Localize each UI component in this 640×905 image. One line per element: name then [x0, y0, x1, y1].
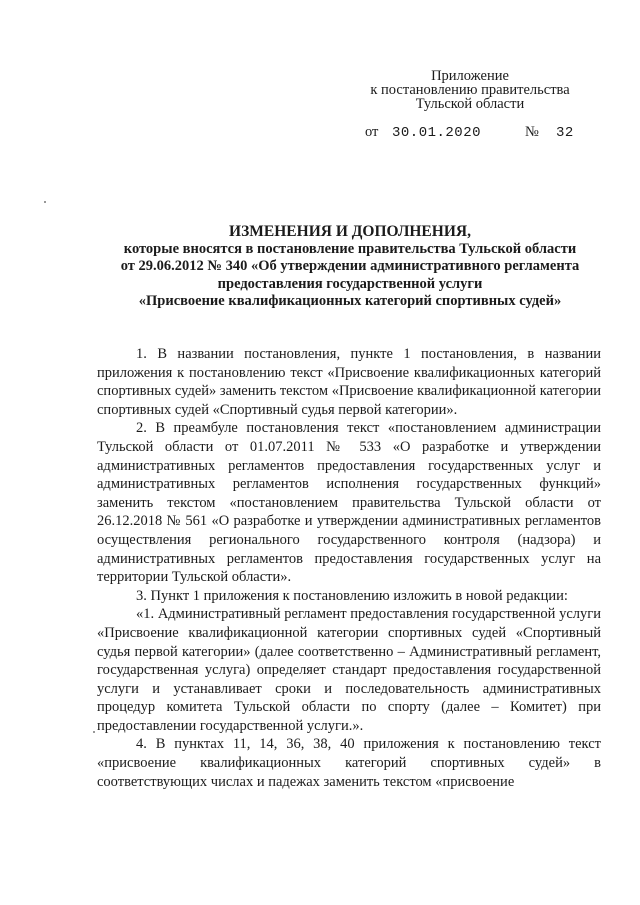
paragraph-4: 4. В пунктах 11, 14, 36, 38, 40 приложения к постановлению текст «присвоение квалификационных категорий спортивных судей» в соответствующих числах и падежах заменить текстом «присвоение	[97, 736, 601, 790]
annex-line-1: Приложение	[431, 68, 509, 84]
title-line-1: ИЗМЕНЕНИЯ И ДОПОЛНЕНИЯ,	[229, 223, 471, 240]
registration-line	[0, 124, 640, 144]
annex-line-3: Тульской области	[415, 96, 525, 112]
document-number: 32	[556, 125, 574, 141]
paragraph-1: 1. В названии постановления, пункте 1 постановления, в названии приложения к постановлению текст «Присвоение квалификационных категорий спортивных судей» заменить текстом «Присвоение квалификационной категории спортивных судей «Спортивный судья первой категории».	[97, 346, 601, 418]
paragraph-3: 3. Пункт 1 приложения к постановлению изложить в новой редакции:	[136, 587, 568, 604]
title-line-5: «Присвоение квалификационных категорий спортивных судей»	[138, 293, 562, 309]
document-title	[90, 223, 610, 311]
paragraph-3-quote: «1. Административный регламент предоставления государственной услуги «Присвоение квалификационной категории спортивных судей «Спортивный судья первой категории» (далее соответственно – Административный регламент, государственная услуга) определяет стандарт предоставления государственной услуги и устанавливает сроки и последовательность административных процедур комитета Тульской области по спорту (далее – Комитет) при предоставлении государственной услуги.».	[97, 606, 601, 734]
number-label: №	[525, 124, 539, 140]
from-label: от	[365, 124, 379, 140]
title-line-2: которые вносятся в постановление правительства Тульской области	[123, 240, 577, 257]
document-date: 30.01.2020	[392, 125, 482, 141]
title-line-3: от 29.06.2012 № 340 «Об утверждении административного регламента	[120, 258, 580, 274]
annex-header	[360, 69, 580, 111]
document-body	[97, 345, 601, 791]
scan-speck	[44, 201, 46, 203]
title-line-4: предоставления государственной услуги	[217, 275, 483, 292]
annex-line-2: к постановлению правительства	[370, 82, 570, 98]
paragraph-2: 2. В преамбуле постановления текст «постановлением администрации Тульской области от 01.07.2011 № 533 «О разработке и утверждении административных регламентов предоставления государственных услуг и административных регламентов исполнения государственных функций» заменить текстом «постановлением правительства Тульской области от 26.12.2018 № 561 «О разработке и утверждении административных регламентов осуществления регионального государственного контроля (надзора) и административных регламентов предоставления государственных услуг на территории Тульской области».	[97, 420, 601, 586]
scan-speck	[93, 731, 95, 733]
